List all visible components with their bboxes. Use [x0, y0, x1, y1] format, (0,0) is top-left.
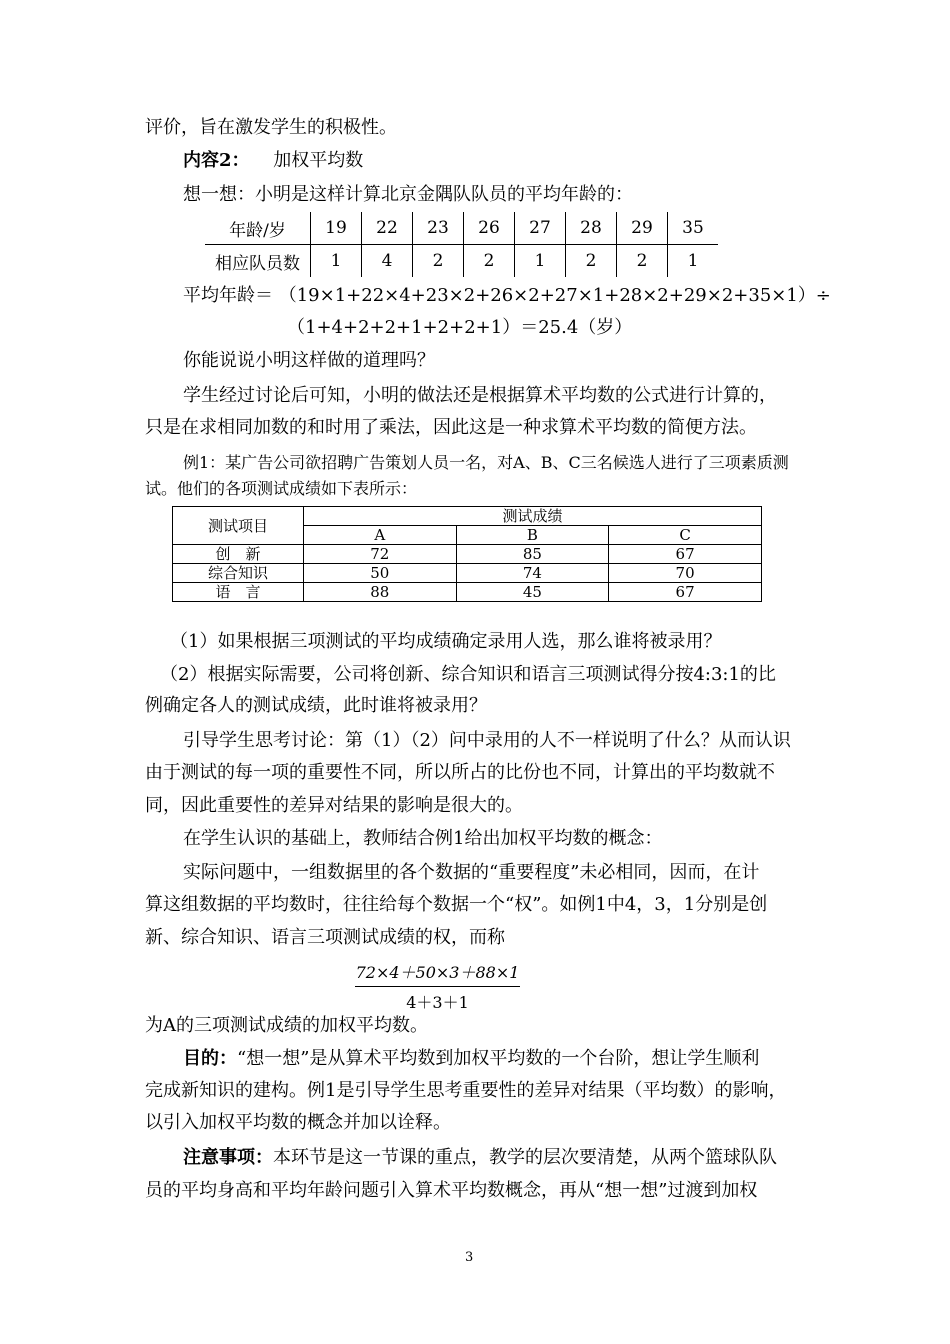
candidate-header: A [304, 526, 457, 545]
text-line: 试。他们的各项测试成绩如下表所示： [145, 479, 418, 498]
text-line: 在学生认识的基础上，教师结合例1给出加权平均数的概念： [183, 828, 663, 849]
note-line [183, 1146, 777, 1170]
item-cell: 创 新 [173, 545, 304, 564]
age-row-header: 年龄/岁 [205, 212, 311, 245]
score-header: 测试成绩 [304, 507, 762, 526]
score-table [172, 506, 762, 602]
text-line: 以引入加权平均数的概念并加以诠释。 [145, 1112, 451, 1133]
text-line: （1）如果根据三项测试的平均成绩确定录用人选，那么谁将被录用？ [170, 631, 722, 652]
count-cell: 2 [566, 245, 617, 278]
age-row [205, 212, 718, 245]
count-row [205, 245, 718, 278]
text-line: 你能说说小明这样做的道理吗？ [183, 350, 435, 371]
page-number: 3 [465, 1250, 474, 1265]
weighted-average-fraction [355, 960, 520, 1013]
text-line: 评价，旨在激发学生的积极性。 [145, 117, 397, 138]
age-cell: 35 [668, 212, 719, 245]
text-line: 由于测试的每一项的重要性不同，所以所占的比份也不同，计算出的平均数就不 [145, 762, 775, 783]
count-cell: 1 [515, 245, 566, 278]
candidate-header: B [456, 526, 609, 545]
fraction-numerator: 72×4＋50×3＋88×1 [355, 960, 520, 987]
fraction-denominator: 4＋3＋1 [406, 993, 469, 1012]
formula-line: 平均年龄＝ （19×1+22×4+23×2+26×2+27×1+28×2+29×2+35×1）÷ [183, 285, 831, 306]
item-cell: 语 言 [173, 583, 304, 602]
count-cell: 2 [617, 245, 668, 278]
score-cell: 74 [456, 564, 609, 583]
purpose-text: “想一想”是从算术平均数到加权平均数的一个台阶，想让学生顺利 [237, 1048, 760, 1069]
count-cell: 4 [362, 245, 413, 278]
text-line: 员的平均身高和平均年龄问题引入算术平均数概念，再从“想一想”过渡到加权 [145, 1180, 758, 1201]
score-cell: 72 [304, 545, 457, 564]
section-heading [183, 149, 363, 173]
table-row [173, 545, 762, 564]
section-title: 加权平均数 [273, 150, 364, 171]
score-header-row [173, 507, 762, 526]
count-cell: 1 [311, 245, 362, 278]
age-cell: 22 [362, 212, 413, 245]
score-cell: 50 [304, 564, 457, 583]
age-cell: 23 [413, 212, 464, 245]
table-row [173, 583, 762, 602]
age-cell: 28 [566, 212, 617, 245]
item-cell: 综合知识 [173, 564, 304, 583]
score-cell: 88 [304, 583, 457, 602]
formula-line: （1+4+2+2+1+2+2+1）＝25.4（岁） [287, 317, 633, 338]
score-cell: 45 [456, 583, 609, 602]
score-cell: 67 [609, 545, 762, 564]
score-cell: 67 [609, 583, 762, 602]
item-header: 测试项目 [173, 507, 304, 545]
text-line: 为A的三项测试成绩的加权平均数。 [145, 1015, 428, 1036]
score-cell: 70 [609, 564, 762, 583]
text-line: 想一想：小明是这样计算北京金隅队队员的平均年龄的： [183, 184, 633, 205]
age-cell: 27 [515, 212, 566, 245]
note-text: 本环节是这一节课的重点，教学的层次要清楚，从两个篮球队队 [273, 1147, 777, 1168]
text-line: 学生经过讨论后可知，小明的做法还是根据算术平均数的公式进行计算的， [183, 385, 777, 406]
text-line: 同，因此重要性的差异对结果的影响是很大的。 [145, 795, 523, 816]
text-line: 只是在求相同加数的和时用了乘法，因此这是一种求算术平均数的简便方法。 [145, 417, 757, 438]
count-cell: 1 [668, 245, 719, 278]
count-row-header: 相应队员数 [215, 253, 300, 274]
score-cell: 85 [456, 545, 609, 564]
text-line: 新、综合知识、语言三项测试成绩的权，而称 [145, 927, 505, 948]
age-cell: 29 [617, 212, 668, 245]
purpose-label: 目的： [183, 1048, 237, 1069]
text-line: 实际问题中，一组数据里的各个数据的“重要程度”未必相同，因而，在计 [183, 862, 760, 883]
count-cell: 2 [413, 245, 464, 278]
table-row [173, 564, 762, 583]
text-line: 算这组数据的平均数时，往往给每个数据一个“权”。如例1中4，3，1分别是创 [145, 894, 768, 915]
text-line: 例1：某广告公司欲招聘广告策划人员一名，对A、B、C三名候选人进行了三项素质测 [183, 453, 789, 472]
text-line: 完成新知识的建构。例1是引导学生思考重要性的差异对结果（平均数）的影响， [145, 1080, 787, 1101]
age-cell: 26 [464, 212, 515, 245]
candidate-header: C [609, 526, 762, 545]
purpose-line [183, 1047, 759, 1071]
age-cell: 19 [311, 212, 362, 245]
count-cell: 2 [464, 245, 515, 278]
text-line: 例确定各人的测试成绩，此时谁将被录用？ [145, 695, 487, 716]
section-label: 内容2： [183, 150, 250, 171]
text-line: 引导学生思考讨论：第（1）（2）问中录用的人不一样说明了什么？从而认识 [183, 730, 791, 751]
age-table [205, 212, 718, 277]
text-line: （2）根据实际需要，公司将创新、综合知识和语言三项测试得分按4:3:1的比 [160, 664, 776, 685]
note-label: 注意事项： [183, 1147, 273, 1168]
